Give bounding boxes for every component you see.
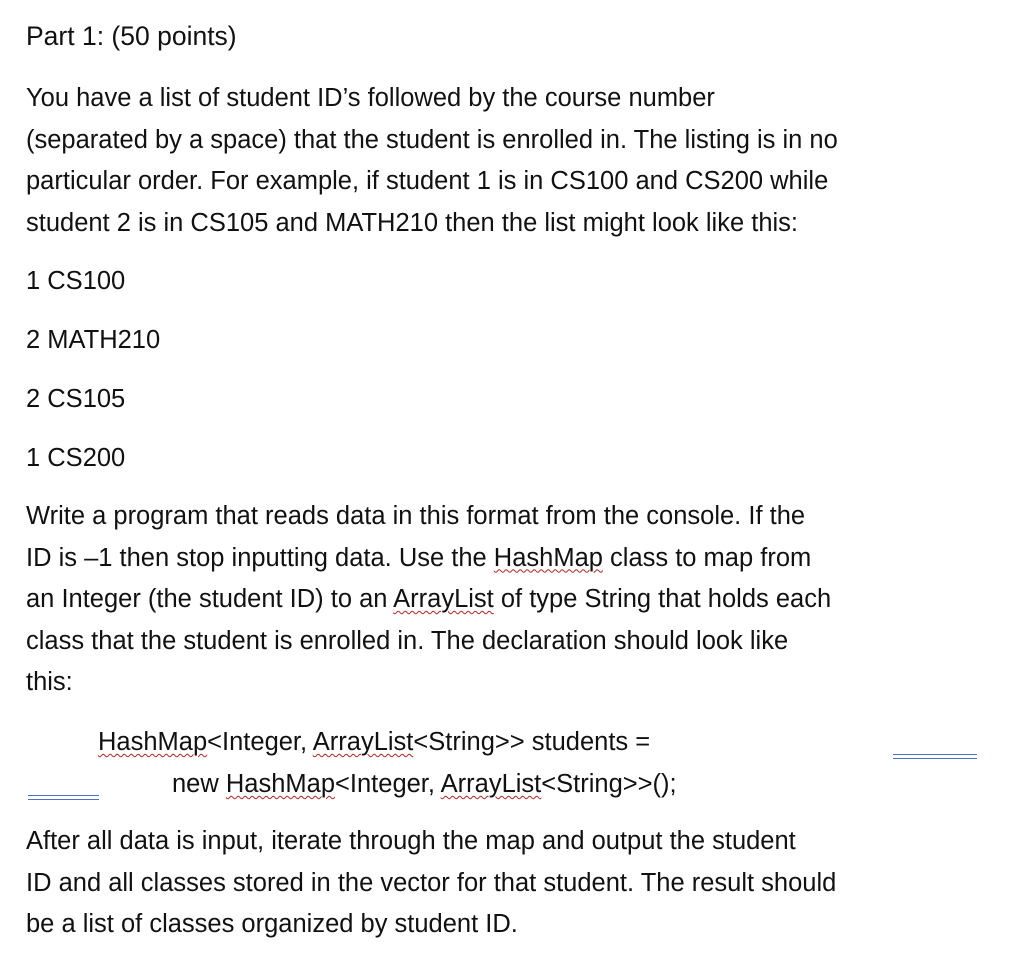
spellcheck-word: ArrayList: [312, 728, 414, 756]
intro-line: You have a list of student ID’s followed by the course number: [26, 84, 715, 112]
spellcheck-word: HashMap: [493, 543, 603, 572]
spellcheck-word: HashMap: [98, 728, 208, 756]
instructions-line: class that the student is enrolled in. The declaration should look like: [26, 626, 789, 655]
instructions-line: this:: [26, 668, 73, 696]
example-entry: 1 CS100: [26, 267, 126, 295]
instructions-line: Write a program that reads data in this format from the console. If the: [26, 502, 806, 530]
intro-line: (separated by a space) that the student is enrolled in. The listing is in no: [26, 125, 838, 154]
example-entry: 2 MATH210: [26, 326, 161, 354]
instructions-line: an Integer (the student ID) to an ArrayList of type String that holds each: [26, 585, 832, 613]
intro-line: student 2 is in CS105 and MATH210 then the list might look like this:: [26, 208, 799, 237]
double-underline-mark: [28, 795, 99, 800]
code-declaration-line: new HashMap<Integer, ArrayList<String>>();: [172, 770, 677, 798]
double-underline-mark: [893, 754, 977, 759]
instructions-paragraph: [26, 496, 831, 704]
closing-line: After all data is input, iterate through the map and output the student: [26, 827, 796, 855]
closing-line: ID and all classes stored in the vector for that student. The result should: [26, 868, 837, 897]
spellcheck-word: HashMap: [225, 770, 336, 798]
intro-line: particular order. For example, if student 1 is in CS100 and CS200 while: [26, 167, 829, 195]
example-entry: 2 CS105: [26, 385, 126, 413]
example-entry: 1 CS200: [26, 444, 126, 472]
spellcheck-word: ArrayList: [440, 770, 542, 798]
instructions-line: ID is –1 then stop inputting data. Use the HashMap class to map from: [26, 543, 812, 572]
closing-line: be a list of classes organized by student ID.: [26, 910, 518, 938]
intro-paragraph: [26, 78, 838, 244]
closing-paragraph: [26, 821, 836, 946]
part-title: Part 1: (50 points): [26, 21, 237, 51]
code-declaration-line: HashMap<Integer, ArrayList<String>> students =: [98, 728, 651, 756]
spellcheck-word: ArrayList: [393, 585, 494, 613]
